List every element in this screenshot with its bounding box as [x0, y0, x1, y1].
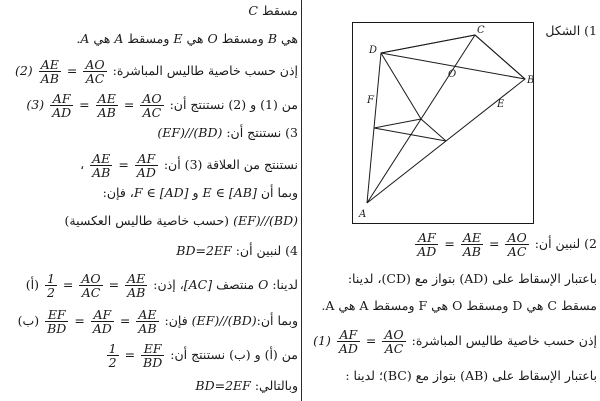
label-b: B	[527, 75, 535, 86]
final-result: وبالتالي: BD=2EF	[195, 378, 298, 393]
relation-a: لدينا: O منتصف [AC]، إذن: $\frac{AE}{AB}$ = $\frac{AO}{AC}$ = $\frac{1}{2}$ (أ)	[25, 271, 298, 300]
membership-condition: وبما أن E ∈ [AB] و F ∈ [AD]، فإن:	[102, 185, 298, 200]
label-e: E	[497, 99, 505, 110]
segment-oe	[421, 119, 446, 141]
label-a: A	[359, 209, 367, 220]
conclusion-ratio: من (أ) و (ب) نستنتج أن: $\frac{EF}{BD}$ = $\frac{1}{2}$	[108, 341, 298, 370]
segment-of	[374, 119, 421, 128]
figure-label: 1) الشكل	[545, 23, 597, 38]
step-4-heading: 4) لنبين أن: BD=2EF	[176, 243, 298, 258]
label-f: F	[367, 95, 374, 106]
projection-ab-text: باعتبار الإسقاط على (AB) بتواز مع (BC)؛ لدينا :	[345, 368, 597, 383]
quadrilateral	[367, 35, 525, 203]
converse-thales: (EF)//(BD) (حسب خاصية طاليس العكسية)	[64, 213, 298, 228]
segment-ef	[374, 128, 446, 141]
projection-images-text: مسقط C هي D ومسقط O هي F ومسقط A هي A.	[321, 298, 597, 313]
step-2-heading: 2) لنبين أن: $\frac{AO}{AC}$ = $\frac{AE}{AB}$ = $\frac{AF}{AD}$	[417, 230, 597, 259]
geometry-figure	[352, 22, 534, 224]
thales-relation-1: إذن حسب خاصية طاليس المباشرة: $\frac{AO}{AC}$ = $\frac{AF}{AD}$ (1)	[313, 327, 597, 356]
left-column	[4, 0, 298, 401]
deduce-from-3: نستنتج من العلاقة (3) أن: $\frac{AF}{AD}$ = $\frac{AE}{AB}$ ،	[80, 151, 298, 180]
label-o: O	[448, 69, 457, 80]
thales-relation-2: إذن حسب خاصية طاليس المباشرة: $\frac{AO}{AC}$ = $\frac{AE}{AB}$ (2)	[14, 57, 298, 86]
label-d: D	[369, 45, 378, 56]
projection-ad-text: باعتبار الإسقاط على (AD) بتواز مع (CD)، لدينا:	[347, 271, 597, 286]
left-line-2: هي B ومسقط O هي E ومسقط A هي A.	[76, 31, 298, 46]
segment-dc	[381, 35, 475, 53]
column-divider	[301, 0, 302, 401]
relation-b: وبما أن:(EF)//(BD) فإن: $\frac{AE}{AB}$ = $\frac{AF}{AD}$ = $\frac{EF}{BD}$ (ب)	[17, 307, 298, 336]
figure-svg	[353, 23, 533, 223]
segment-do	[381, 53, 421, 119]
step-3-heading: 3) نستنتج أن: (EF)//(BD)	[157, 125, 298, 140]
label-c: C	[477, 25, 485, 36]
relation-3: من (1) و (2) نستنتج أن: $\frac{AO}{AC}$ = $\frac{AE}{AB}$ = $\frac{AF}{AD}$ (3)	[26, 91, 298, 120]
left-line-1: مسقط C	[248, 3, 298, 18]
segment-cb	[475, 35, 525, 79]
